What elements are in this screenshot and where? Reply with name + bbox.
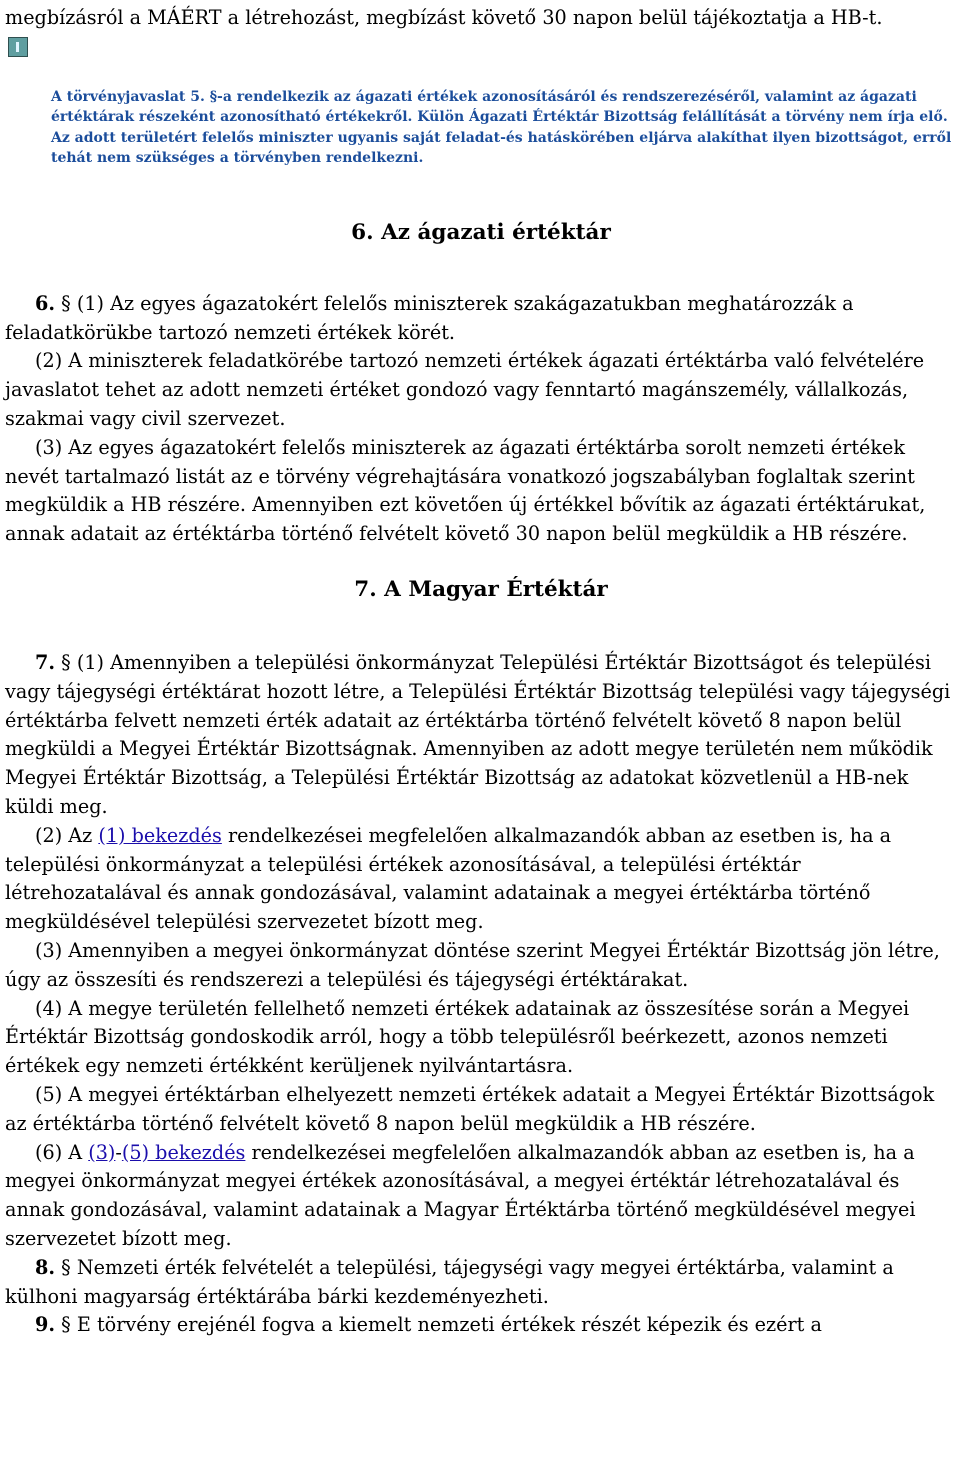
article-6-para-1 <box>5 290 957 348</box>
text-span: rendelkezései megfelelően alkalmazandók abban az esetben is, ha a megyei önkormányzat megyei értékek azonosításával, a megyei értéktár létrehozatalával és annak gondozásával, valamint adatainak a Magyar Értéktárba történő megküldésével megyei szervezetet bízott meg. <box>5 1140 916 1250</box>
section-sign: § <box>61 291 71 315</box>
article-number: 6. <box>35 291 56 315</box>
article-number: 8. <box>35 1255 56 1279</box>
article-6-para-2: (2) A miniszterek feladatkörébe tartozó nemzeti értékek ágazati értéktárba való felvételére javaslatot tehet az adott nemzeti értéket gondozó vagy fenntartó magánszemély, vállalkozás, szakmai vagy civil szervezet. <box>5 349 925 430</box>
article-text: (1) Amennyiben a települési önkormányzat Települési Értéktár Bizottságot és települési vagy tájegységi értéktárat hozott létre, a Települési Értéktár Bizottság települési vagy tájegységi értéktárba felvett nemzeti érték adatait az értéktárba történő felvételt követő 8 napon belül megküldi a Megyei Értéktár Bizottságnak. Amennyiben az adott megye területén nem működik Megyei Értéktár Bizottság, a Települési Értéktár Bizottság az adatokat közvetlenül a HB-nek küldi meg. <box>5 650 951 818</box>
text-span: (6) A <box>35 1140 89 1164</box>
article-7-para-3: (3) Amennyiben a megyei önkormányzat döntése szerint Megyei Értéktár Bizottság jön létre, úgy az összesíti és rendszerezi a települési és tájegységi értéktárakat. <box>5 938 940 991</box>
section-sign: § <box>61 1313 71 1337</box>
document-page <box>5 0 957 1340</box>
article-6-para-3: (3) Az egyes ágazatokért felelős miniszterek az ágazati értéktárba sorolt nemzeti értékek nevét tartalmazó listát az e törvény végrehajtására vonatkozó jogszabályban foglaltak szerint megküldik a HB részére. Amennyiben ezt követően új értékkel bővítik az ágazati értéktárukat, annak adatait az értéktárba történő felvételt követő 30 napon belül megküldik a HB részére. <box>5 435 926 546</box>
article-8 <box>5 1254 957 1312</box>
explanatory-note: A törvényjavaslat 5. §-a rendelkezik az ágazati értékek azonosításáról és rendszerezéséről, valamint az ágazati értéktárak részeként azonosítható értékekről. Külön Ágazati Értéktár Bizottság felállítását a törvény nem írja elő. Az adott területért felelős miniszter ugyanis saját feladat-és hatáskörében eljárva alakíthat ilyen bizottságot, erről tehát nem szükséges a törvényben rendelkezni. <box>51 88 952 167</box>
text-span: rendelkezései megfelelően alkalmazandók abban az esetben is, ha a települési önkormányzat a települési értékek azonosításával, a települési értéktár létrehozatalával és annak gondozásával, valamint adatainak a megyei értéktárba történő megküldésével települési szervezetet bízott meg. <box>5 823 892 934</box>
intro-paragraph: megbízásról a MÁÉRT a létrehozást, megbízást követő 30 napon belül tájékoztatja a HB-t. <box>5 6 883 29</box>
note-icon[interactable] <box>8 37 28 57</box>
article-number: 9. <box>35 1313 56 1337</box>
paragraph-5-link[interactable]: (5) bekezdés <box>121 1140 246 1164</box>
section-sign: § <box>61 1255 71 1279</box>
paragraph-1-link[interactable]: (1) bekezdés <box>98 823 222 847</box>
article-text: (1) Az egyes ágazatokért felelős miniszterek szakágazatukban meghatározzák a feladatkörükbe tartozó nemzeti értékek körét. <box>5 291 854 344</box>
section-heading-7: 7. A Magyar Értéktár <box>354 576 608 602</box>
paragraph-3-link[interactable]: (3) <box>88 1140 116 1164</box>
text-span: (2) Az <box>35 823 99 847</box>
article-7-para-2 <box>5 822 957 937</box>
text-span: - <box>115 1140 122 1164</box>
section-sign: § <box>61 650 71 674</box>
article-text: E törvény erejénél fogva a kiemelt nemzeti értékek részét képezik és ezért a <box>76 1313 822 1337</box>
section-heading-6: 6. Az ágazati értéktár <box>351 219 611 245</box>
article-9 <box>5 1311 957 1340</box>
article-7-para-5: (5) A megyei értéktárban elhelyezett nemzeti értékek adatait a Megyei Értéktár Bizottságok az értéktárba történő felvételt követő 8 napon belül megküldik a HB részére. <box>5 1082 935 1135</box>
article-7-para-1 <box>5 649 957 822</box>
article-7-para-4: (4) A megye területén fellelhető nemzeti értékek adatainak az összesítése során a Megyei Értéktár Bizottság gondoskodik arról, hogy a több településről beérkezett, azonos nemzeti értékek egy nemzeti értékként kerüljenek nyilvántartásra. <box>5 996 910 1078</box>
article-text: Nemzeti érték felvételét a települési, tájegységi vagy megyei értéktárba, valamint a külhoni magyarság értéktárába bárki kezdeményezheti. <box>5 1255 894 1308</box>
article-7-para-6 <box>5 1139 957 1254</box>
article-number: 7. <box>35 650 56 674</box>
